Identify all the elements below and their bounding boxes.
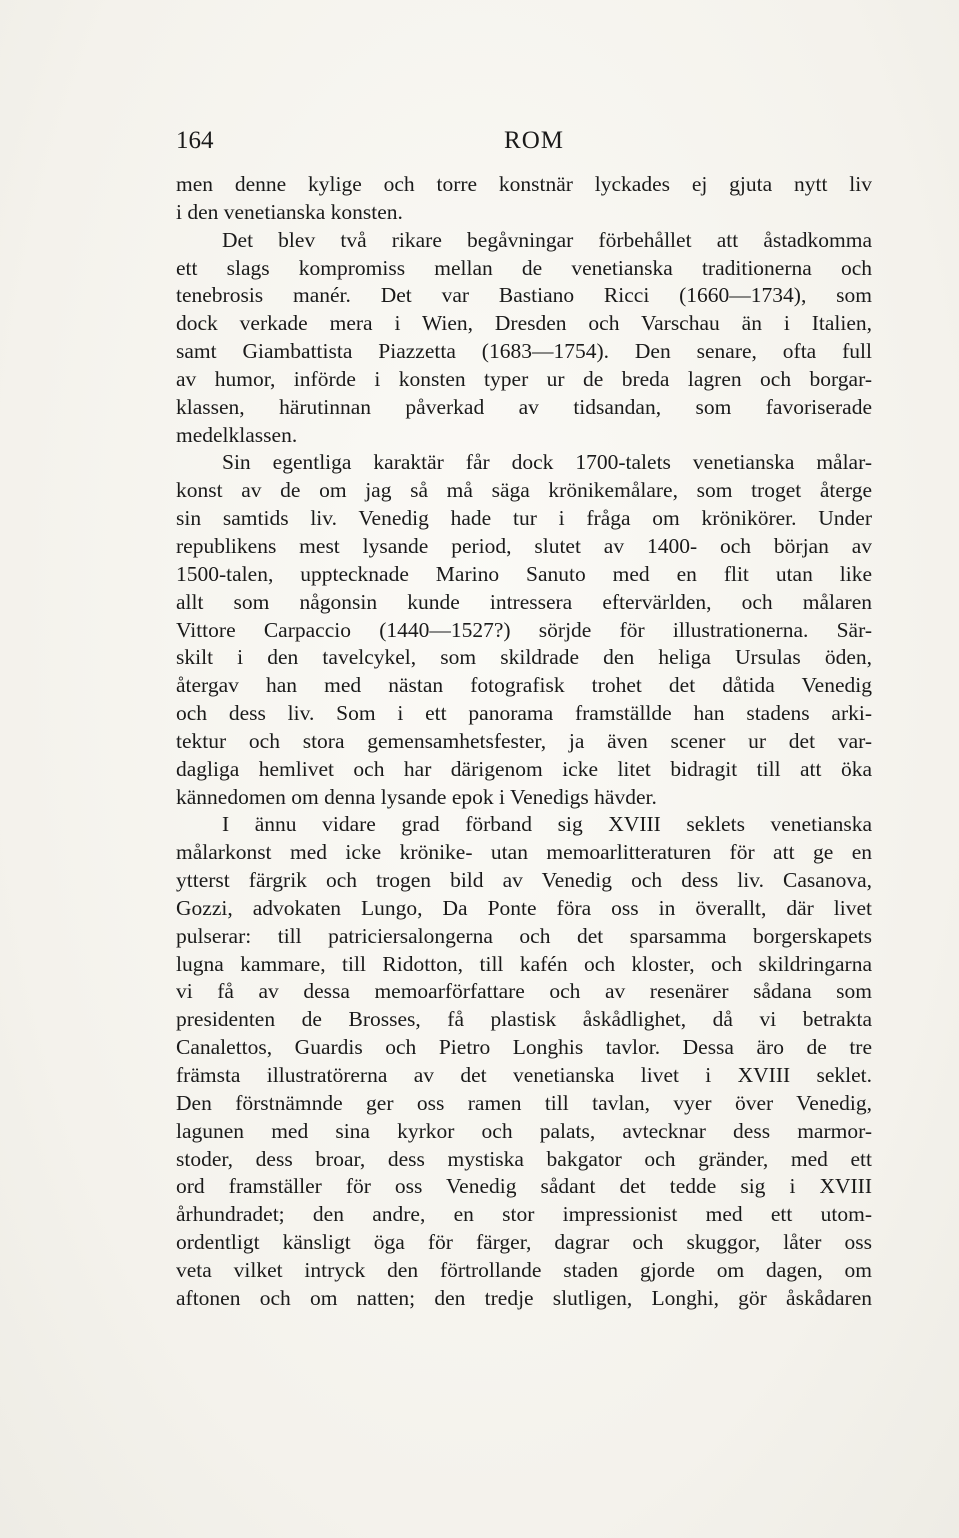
text-line: dock verkade mera i Wien, Dresden och Varschau än i Italien, (176, 311, 872, 336)
text-line: återgav han med nästan fotografisk trohet det dåtida Venedig (176, 673, 872, 698)
text-line: republikens mest lysande period, slutet av 1400- och början av (176, 533, 872, 558)
text-line: I ännu vidare grad förband sig XVIII seklets venetianska (222, 812, 872, 837)
page-number: 164 (176, 127, 214, 154)
text-line: 1500-talen, upptecknade Marino Sanuto med en flit utan like (176, 561, 872, 586)
text-line: kännedomen om denna lysande epok i Venedigs hävder. (176, 784, 657, 809)
text-line: ett slags kompromiss mellan de venetianska traditionerna och (176, 255, 872, 280)
text-line: lagunen med sina kyrkor och palats, avtecknar dess marmor- (176, 1118, 872, 1143)
text-line: klassen, härutinnan påverkad av tidsandan, som favoriserade (176, 394, 872, 419)
text-line: tenebrosis manér. Det var Bastiano Ricci (1660—1734), som (176, 283, 872, 308)
text-line: allt som någonsin kunde intressera eftervärlden, och målaren (176, 589, 872, 614)
text-line: vi få av dessa memoarförfattare och av resenärer sådana som (176, 979, 872, 1004)
running-title: ROM (504, 127, 564, 154)
text-line: stoder, dess broar, dess mystiska bakgator och gränder, med ett (176, 1146, 872, 1171)
text-line: Vittore Carpaccio (1440—1527?) sörjde för illustrationerna. Sär- (176, 617, 872, 642)
text-line: samt Giambattista Piazzetta (1683—1754). Den senare, ofta full (176, 339, 872, 364)
text-line: Canalettos, Guardis och Pietro Longhis tavlor. Dessa äro de tre (176, 1035, 872, 1060)
text-line: ytterst färgrik och trogen bild av Venedig och dess liv. Casanova, (176, 868, 872, 893)
text-line: århundradet; den andre, en stor impressionist med ett utom- (176, 1202, 872, 1227)
text-line: Det blev två rikare begåvningar förbehållet att åstadkomma (222, 227, 872, 252)
running-head (176, 124, 872, 158)
text-line: dagliga hemlivet och har därigenom icke litet bidragit till att öka (176, 756, 872, 781)
text-line: pulserar: till patriciersalongerna och det sparsamma borgerskapets (176, 923, 872, 948)
text-line: främsta illustratörerna av det venetianska livet i XVIII seklet. (176, 1063, 872, 1087)
body-text (176, 171, 872, 1313)
text-line: ordentligt känsligt öga för färger, dagrar och skuggor, låter oss (176, 1230, 872, 1255)
text-line: och dess liv. Som i ett panorama framställde han stadens arki- (176, 701, 872, 726)
text-line: Sin egentliga karaktär får dock 1700-talets venetianska målar- (222, 450, 872, 475)
text-line: konst av de om jag så må säga krönikemålare, som troget återge (176, 478, 872, 503)
text-line: men denne kylige och torre konstnär lyckades ej gjuta nytt liv (176, 172, 872, 196)
text-line: i den venetianska konsten. (176, 199, 403, 224)
text-line: aftonen och om natten; den tredje slutligen, Longhi, gör åskådaren (176, 1285, 872, 1310)
text-line: av humor, införde i konsten typer ur de breda lagren och borgar- (176, 366, 872, 391)
text-line: målarkonst med icke krönike- utan memoarlitteraturen för att ge en (176, 840, 872, 865)
text-line: skilt i den tavelcykel, som skildrade den heliga Ursulas öden, (176, 645, 872, 670)
text-line: Gozzi, advokaten Lungo, Da Ponte föra oss in överallt, där livet (176, 895, 872, 920)
text-line: tektur och stora gemensamhetsfester, ja även scener ur det var- (176, 728, 872, 753)
text-line: sin samtids liv. Venedig hade tur i fråga om krönikörer. Under (176, 506, 872, 531)
text-line: lugna kammare, till Ridotton, till kafén och kloster, och skildringarna (176, 951, 872, 976)
text-line: Den förstnämnde ger oss ramen till tavlan, vyer över Venedig, (176, 1090, 872, 1115)
text-line: presidenten de Brosses, få plastisk åskådlighet, då vi betrakta (176, 1007, 872, 1032)
text-line: ord framställer för oss Venedig sådant det tedde sig i XVIII (176, 1174, 872, 1199)
text-line: veta vilket intryck den förtrollande staden gjorde om dagen, om (176, 1257, 872, 1282)
text-line: medelklassen. (176, 422, 298, 447)
